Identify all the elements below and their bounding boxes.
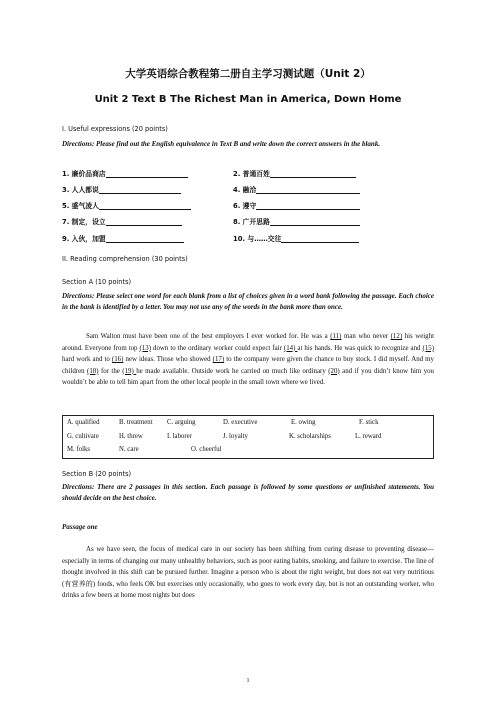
- passage-blank[interactable]: (11): [330, 333, 342, 340]
- section-b-heading: Section B (20 points): [62, 470, 132, 478]
- passage-text: at his hands. He was quick to recognize and: [297, 344, 423, 352]
- page-title-cn: 大学英语综合教程第二册自主学习测试题（Unit 2）: [125, 68, 371, 80]
- expression-row: [62, 184, 434, 195]
- word-bank-option: L. reward: [355, 433, 382, 440]
- section-a-heading: Section A (10 points): [62, 278, 132, 286]
- expression-row: [62, 168, 434, 179]
- passage-blank[interactable]: (12): [390, 333, 403, 340]
- expression-item: 6. 遵守: [233, 200, 360, 210]
- passage-text: man who never: [341, 333, 391, 340]
- passage-blank[interactable]: (19): [122, 367, 137, 375]
- expression-item: 8. 广开思路: [233, 216, 360, 226]
- expression-item: 5. 盛气凌人: [62, 200, 191, 210]
- page-number: 1: [246, 678, 250, 684]
- passage-text: Sam Walton must have been one of the best employers I ever worked for. He was a: [86, 333, 331, 340]
- word-bank-option: B. treatment: [119, 419, 153, 426]
- word-bank-option: N. care: [119, 446, 139, 453]
- passage-text: for the: [98, 367, 123, 375]
- expression-row: [62, 233, 434, 244]
- passage-blank[interactable]: (16): [111, 356, 124, 363]
- word-bank-option: A. qualified: [67, 419, 100, 426]
- word-bank: [62, 415, 434, 459]
- answer-blank[interactable]: [270, 169, 356, 178]
- expression-item: 3. 人人都说: [62, 184, 181, 194]
- passage-blank[interactable]: (18): [87, 367, 99, 375]
- word-bank-option: O. cheerful: [191, 446, 222, 453]
- passage-blank[interactable]: (15): [422, 344, 434, 352]
- passage-text: and if you didn’t know him you wouldn’t be able to tell him apart from the other local people in the small town where we lived.: [62, 367, 434, 386]
- page-title-en: Unit 2 Text B The Richest Man in America, Down Home: [94, 94, 402, 105]
- passage-text: down to the ordinary worker could expect fair: [151, 344, 284, 352]
- passage-blank[interactable]: (17): [212, 356, 225, 363]
- answer-blank[interactable]: [281, 234, 359, 243]
- answer-blank[interactable]: [106, 234, 184, 243]
- passage-blank[interactable]: (13): [139, 344, 151, 352]
- expression-item: 4. 融洽: [233, 184, 360, 194]
- section-a-directions: Directions: Please select one word for each blank from a list of choices given in a word bank following the passage. Each choice in the bank is identified by a letter. You may not use any of the words in the bank more than once.: [62, 292, 434, 311]
- expression-item: 9. 入伙，加盟: [62, 233, 184, 243]
- passage-text: his weight around. Everyone from top: [62, 333, 434, 352]
- passage-blank[interactable]: (14): [283, 344, 298, 352]
- expression-item: 7. 制定，设立: [62, 216, 182, 226]
- answer-blank[interactable]: [106, 169, 188, 178]
- word-bank-option: E. owing: [291, 419, 316, 426]
- passage-blank[interactable]: (20): [328, 367, 340, 375]
- passage-one-text: As we have seen, the focus of medical care in our society has been shifting from curing disease to preventing disease—especially in terms of changing our many unhealthy behaviors, such as poor eating habits, smoking, and failure to exercise. The line of thought involved in this shift can be pursued further. Imagine a person who is about the right weight, but does not eat very nutritious (有营养的) foods, who feels OK but exercises only occasionally, who goes to work every day, but is not an outstanding worker, who drinks a few beers at home most nights but does: [62, 546, 434, 599]
- word-bank-option: G. cultivate: [67, 433, 99, 440]
- section-a-passage: [62, 331, 434, 389]
- word-bank-option: D. executive: [223, 419, 258, 426]
- passage-text: to the company were given the chance to buy stock. I did myself. And my children: [62, 356, 434, 375]
- passage-text: new ideas. Those who showed: [123, 356, 213, 363]
- answer-blank[interactable]: [256, 185, 360, 194]
- part2-heading: II. Reading comprehension (30 points): [62, 255, 188, 263]
- expression-item: 1. 廉价品商店: [62, 168, 188, 178]
- word-bank-option: J. loyalty: [223, 433, 248, 440]
- passage-one-label: Passage one: [62, 523, 98, 531]
- word-bank-option: C. arguing: [167, 419, 196, 426]
- passage-text: hard work and to: [62, 356, 112, 363]
- word-bank-option: M. folks: [67, 446, 91, 453]
- expression-item: 10. 与……交往: [233, 233, 359, 243]
- answer-blank[interactable]: [99, 185, 181, 194]
- section-b-directions: Directions: There are 2 passages in this section. Each passage is followed by some questions or unfinished statements. You should decide on the best choice.: [62, 483, 434, 502]
- part1-heading: I. Useful expressions (20 points): [62, 125, 168, 133]
- answer-blank[interactable]: [270, 217, 360, 226]
- answer-blank[interactable]: [256, 201, 360, 210]
- word-bank-option: I. laborer: [167, 433, 192, 440]
- expression-row: [62, 200, 434, 211]
- answer-blank[interactable]: [106, 217, 182, 226]
- word-bank-option: K. scholarships: [289, 433, 331, 440]
- word-bank-option: F. stick: [359, 419, 379, 426]
- expression-item: 2. 普通百姓: [233, 168, 356, 178]
- answer-blank[interactable]: [99, 201, 191, 210]
- passage-text: he made available. Outside work he carried on much like ordinary: [136, 367, 329, 375]
- word-bank-option: H. threw: [119, 433, 143, 440]
- part1-directions: Directions: Please find out the English equivalence in Text B and write down the correct answers in the blank.: [62, 140, 381, 148]
- expression-row: [62, 216, 434, 227]
